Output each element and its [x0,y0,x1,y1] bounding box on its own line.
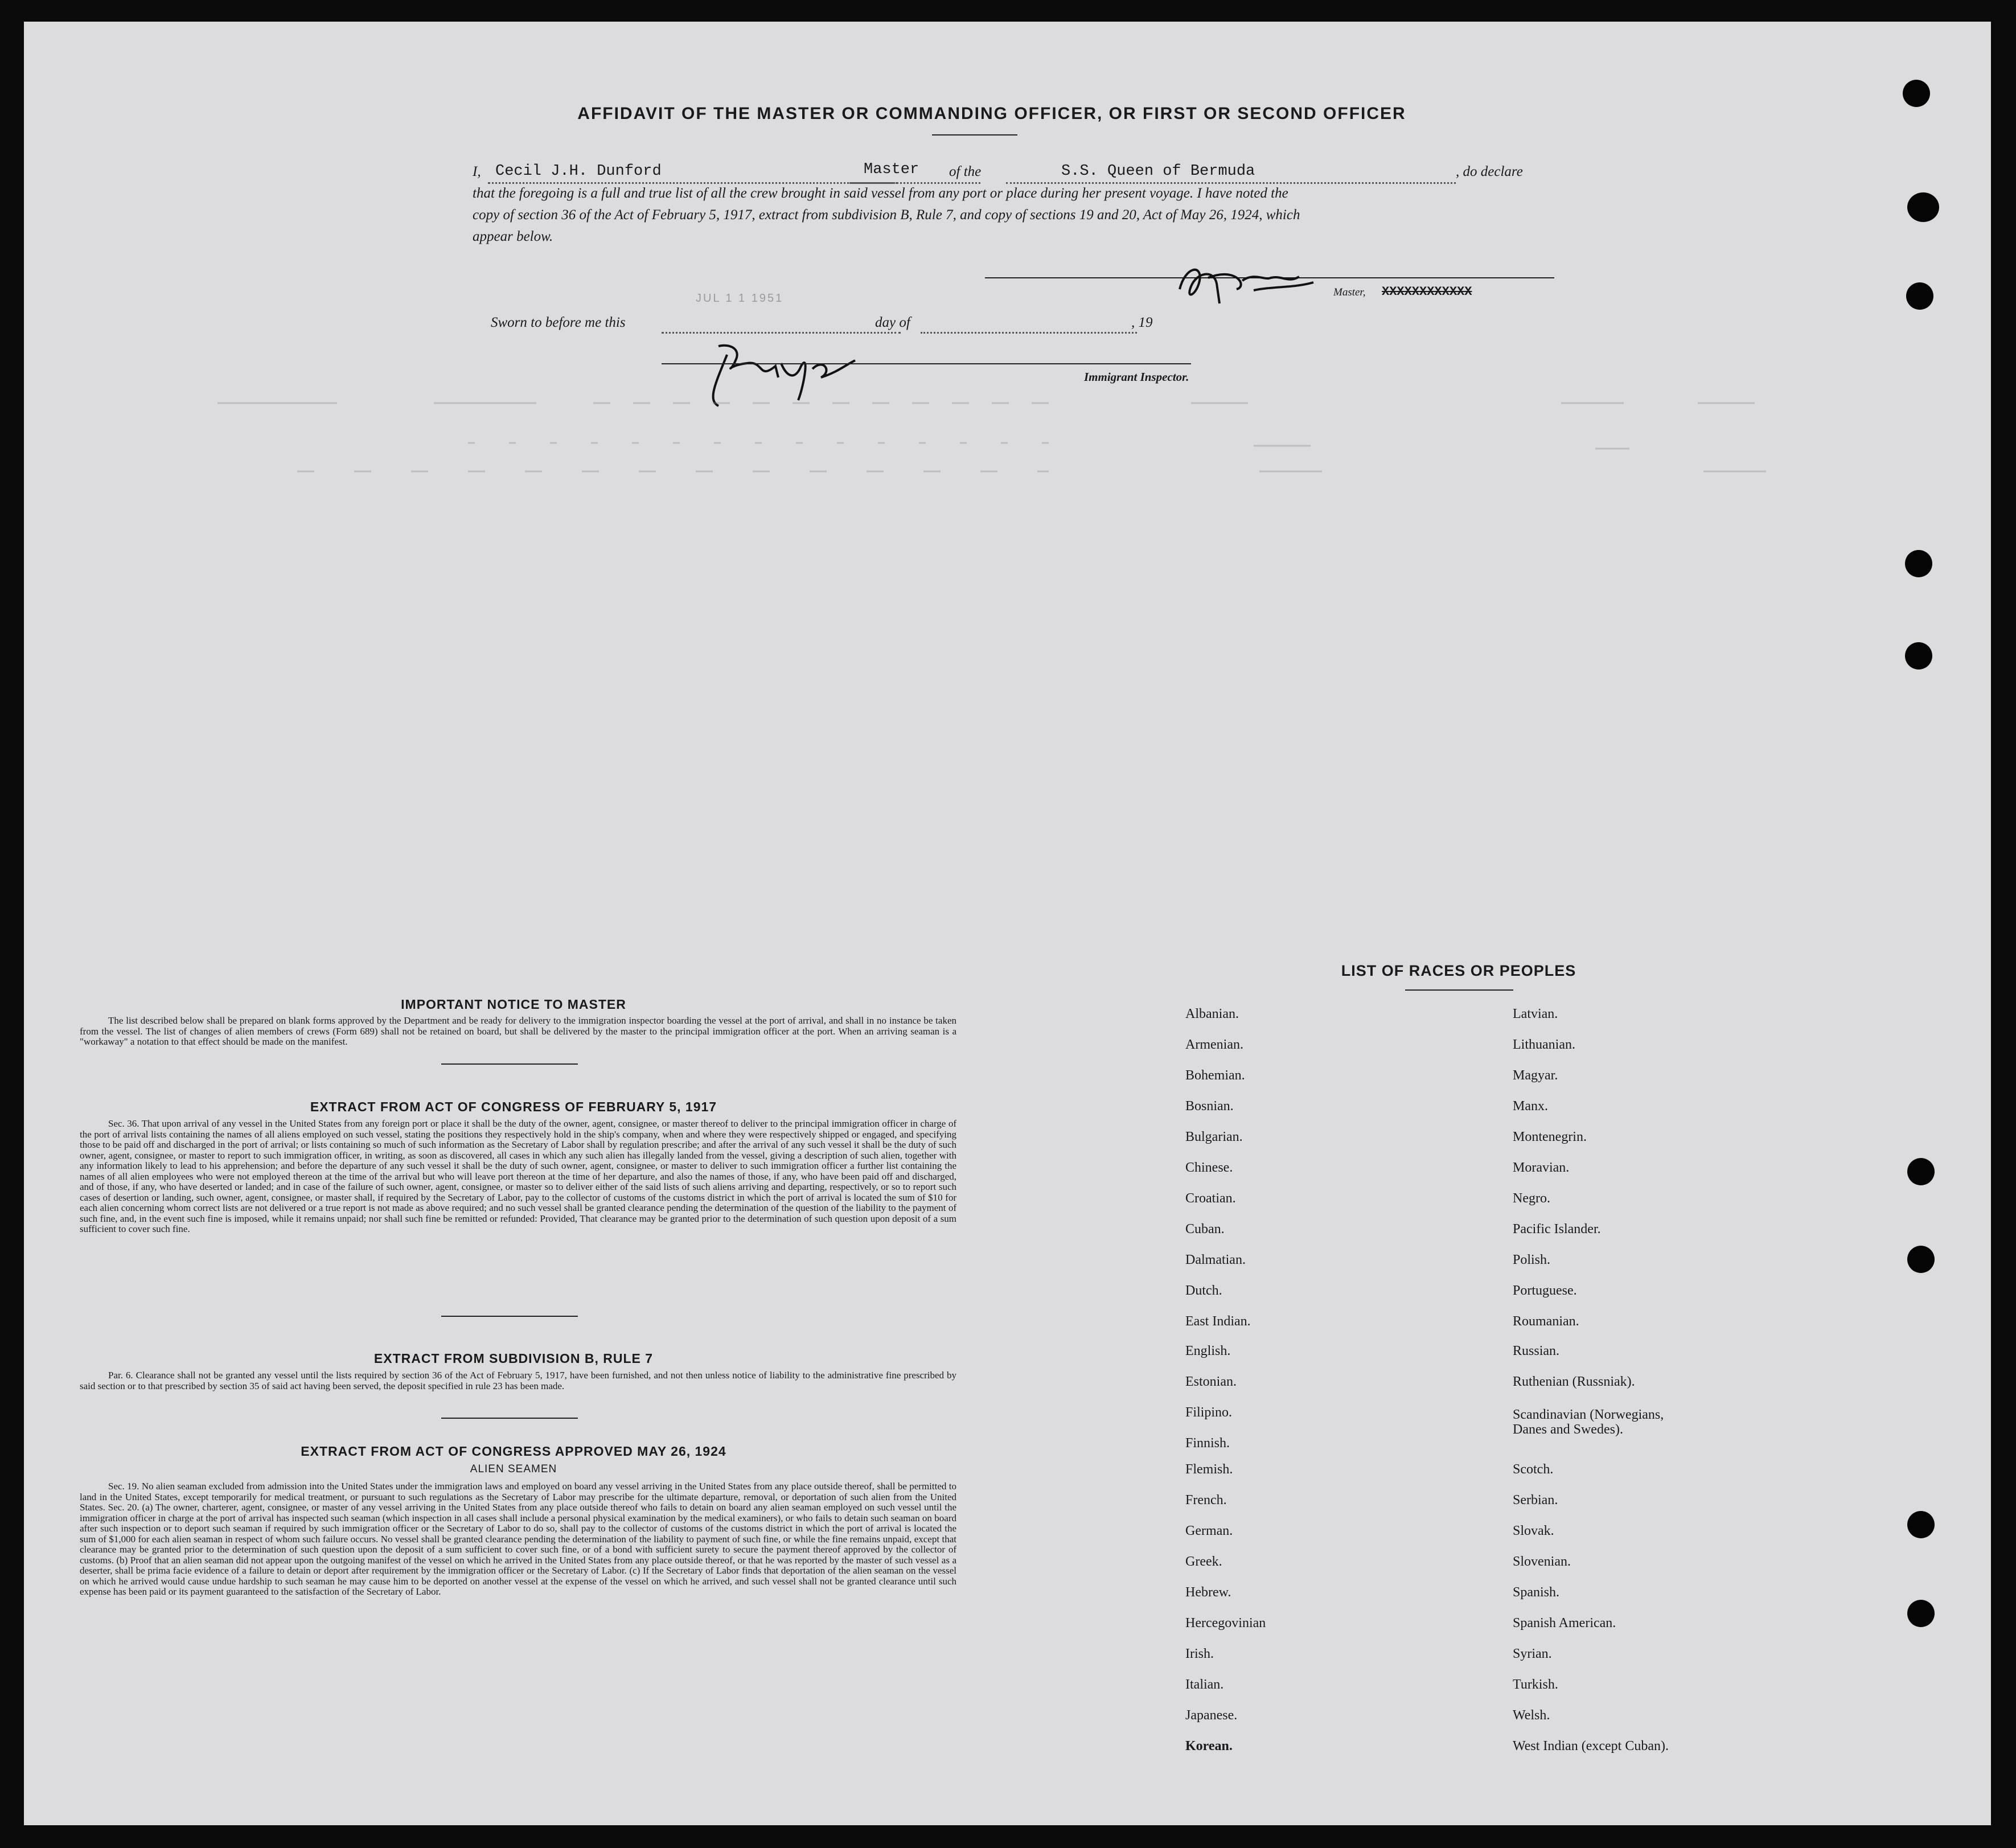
races-divider [1405,989,1513,991]
race-left-23: Italian. [1185,1677,1224,1692]
race-left-4: Bosnian. [1185,1099,1234,1114]
name-line [488,182,898,184]
race-right-7: Negro. [1513,1191,1550,1206]
race-right-18: Slovenian. [1513,1554,1571,1569]
affidavit-body-line-1: that the foregoing is a full and true list of all the crew brought in said vessel from any port or place during her present voyage. I have noted the [473,186,1288,201]
race-right-14: Scandinavian (Norwegians, Danes and Swedes). [1513,1407,1664,1437]
races-title: LIST OF RACES OR PEOPLES [1341,962,1576,979]
race-left-22: Irish. [1185,1646,1214,1661]
bleed-through-marks [195,392,1903,506]
race-right-17: Slovak. [1513,1523,1554,1538]
race-right-19: Spanish. [1513,1585,1560,1600]
rank-line [849,182,980,184]
punch-hole-4 [1905,550,1932,577]
race-left-24: Japanese. [1185,1708,1238,1723]
master-name: Cecil J.H. Dunford [495,163,662,180]
month-line [921,332,1137,334]
race-left-13: Estonian. [1185,1374,1237,1389]
year-prefix: , 19 [1131,315,1153,330]
race-right-1: Latvian. [1513,1007,1558,1021]
notice-divider [441,1063,578,1065]
race-left-19: Greek. [1185,1554,1222,1569]
race-right-8: Pacific Islander. [1513,1222,1601,1237]
race-right-20: Spanish American. [1513,1616,1616,1631]
extract-1924-title: EXTRACT FROM ACT OF CONGRESS APPROVED MAY 26, 1924 [301,1444,726,1459]
race-right-3: Magyar. [1513,1068,1558,1083]
race-left-17: French. [1185,1493,1227,1508]
race-right-10: Portuguese. [1513,1283,1577,1298]
inspector-signature-line [662,363,1191,364]
race-right-24: West Indian (except Cuban). [1513,1739,1669,1753]
vessel-line [1006,182,1456,184]
of-the: of the [949,164,982,179]
race-left-9: Dalmatian. [1185,1252,1246,1267]
race-left-1: Albanian. [1185,1007,1239,1021]
race-left-3: Bohemian. [1185,1068,1245,1083]
race-right-4: Manx. [1513,1099,1548,1114]
race-left-2: Armenian. [1185,1037,1243,1052]
rule7-divider [441,1418,578,1419]
day-of: day of [875,315,910,330]
affidavit-body-line-2: copy of section 36 of the Act of February 5, 1917, extract from subdivision B, Rule 7, and copy of sections 19 and 20, Act of May 26, 1924, which [473,207,1300,223]
race-left-21: Hercegovinian [1185,1616,1266,1631]
notice-title: IMPORTANT NOTICE TO MASTER [401,997,626,1012]
affidavit-title: AFFIDAVIT OF THE MASTER OR COMMANDING OFFICER, OR FIRST OR SECOND OFFICER [577,104,1406,123]
i-prefix: I, [473,164,481,179]
date-stamp: JUL 1 1 1951 [696,292,784,305]
race-right-2: Lithuanian. [1513,1037,1575,1052]
rank: Master [864,161,919,178]
race-left-12: English. [1185,1344,1231,1358]
race-left-6: Chinese. [1185,1160,1233,1175]
race-left-15: Finnish. [1185,1436,1230,1451]
punch-hole-2 [1907,192,1939,222]
race-left-7: Croatian. [1185,1191,1236,1206]
race-left-10: Dutch. [1185,1283,1222,1298]
race-right-16: Serbian. [1513,1493,1558,1508]
rule7-body: Par. 6. Clearance shall not be granted any vessel until the lists required by section 36 of the Act of February 5, 1917, have been furnished, and not then unless notice of liability to the administrative fine prescribed by said section or to that prescribed by section 35 of said act having been served, the deposit specified in rule 23 has been made. [80,1370,956,1391]
race-left-11: East Indian. [1185,1314,1251,1329]
race-right-5: Montenegrin. [1513,1130,1587,1144]
title-divider [932,134,1017,135]
race-right-15: Scotch. [1513,1462,1554,1477]
race-right-11: Roumanian. [1513,1314,1579,1329]
extract-1917-title: EXTRACT FROM ACT OF CONGRESS OF FEBRUARY 5, 1917 [310,1099,717,1114]
vessel-name: S.S. Queen of Bermuda [1061,163,1255,180]
punch-hole-7 [1907,1246,1935,1273]
race-left-5: Bulgarian. [1185,1130,1243,1144]
inspector-caption: Immigrant Inspector. [1084,370,1189,384]
race-right-23: Welsh. [1513,1708,1550,1723]
manifest-page [24,22,1991,1825]
race-right-6: Moravian. [1513,1160,1570,1175]
punch-hole-1 [1903,80,1930,107]
punch-hole-8 [1907,1511,1935,1538]
master-caption: Master, [1333,286,1366,298]
race-left-18: German. [1185,1523,1233,1538]
extract-1917-divider [441,1316,578,1317]
race-left-20: Hebrew. [1185,1585,1231,1600]
extract-1924-subtitle: ALIEN SEAMEN [470,1463,557,1475]
punch-hole-6 [1907,1158,1935,1185]
race-right-9: Polish. [1513,1252,1551,1267]
extract-1924-body: Sec. 19. No alien seaman excluded from admission into the United States under the immigration laws and employed on board any vessel arriving in the United States from any place outside thereof, shall be permitted to land in the United States, except temporarily for medical treatment, or pursuant to such regulations as the Secretary of Labor may prescribe for the ultimate departure, removal, or deportation of such alien from the United States. Sec. 20. (a) The owner, charterer, agent, consignee, or master of any vessel arriving in the United States from any place outside thereof who fails to detain on board any alien seaman employed on such vessel until the immigration officer in charge at the port of arrival has inspected such seaman (which inspection in all cases shall include a personal physical examination by the medical examiners), or who fails to detain such seaman on board after such inspection or to deport such seaman if required by such immigration officer or the Secretary of Labor to do so, shall pay to the collector of customs of the customs district in which the port of arrival is located the sum of $1,000 for each alien seaman in respect of whom such failure occurs. No vessel shall be granted clearance pending the determination of the liability to payment of such fine, or while the fine remains unpaid, except that clearance may be granted prior to the determination of such question upon the deposit of a sum sufficient to cover such fine, or of a bond with sufficient surety to secure the payment thereof approved by the collector of customs. (b) Proof that an alien seaman did not appear upon the outgoing manifest of the vessel on which he arrived in the United States from any place outside thereof, or that he was reported by the master of such vessel as a deserter, shall be prima facie evidence of a failure to detain or deport after requirement by the immigration officer or the Secretary of Labor. (c) If the Secretary of Labor finds that deportation of the alien seaman on the vessel on which he arrived would cause undue hardship to such seaman he may cause him to be deported on another vessel at the expense of the vessel on which he arrived, and such vessel shall not be granted clearance until such expense has been paid or its payment guaranteed to the satisfaction of the Secretary of Labor. [80,1481,956,1597]
race-left-25: Korean. [1185,1739,1233,1753]
race-right-22: Turkish. [1513,1677,1558,1692]
master-signature [1168,255,1322,318]
race-left-16: Flemish. [1185,1462,1233,1477]
race-right-12: Russian. [1513,1344,1560,1358]
punch-hole-3 [1906,282,1933,310]
race-left-8: Cuban. [1185,1222,1225,1237]
do-declare: , do declare [1456,164,1523,179]
struck-title: XXXXXXXXXXXX [1382,285,1472,299]
punch-hole-9 [1907,1600,1935,1627]
notice-body: The list described below shall be prepared on blank forms approved by the Department and be ready for delivery to the immigration inspector boarding the vessel at the port of arrival, and shall in no instance be taken from the vessel. The list of changes of alien members of crews (Form 689) shall not be retained on board, but shall be delivered by the master to the principal immigration officer at the port. When an arriving seaman is a "workaway" a notation to that effect should be made on the manifest. [80,1015,956,1047]
affidavit-body-line-3: appear below. [473,229,553,244]
race-right-21: Syrian. [1513,1646,1552,1661]
punch-hole-5 [1905,642,1932,670]
race-left-14: Filipino. [1185,1405,1233,1420]
extract-1917-body: Sec. 36. That upon arrival of any vessel in the United States from any foreign port or place it shall be the duty of the owner, agent, consignee, or master thereof to deliver to the principal immigration officer in charge of the port of arrival lists containing the names of all aliens employed on such vessel, stating the positions they respectively hold in the ship's company, when and where they were respectively shipped or engaged, and specifying those to be paid off and discharged in the port of arrival; or lists containing so much of such information as the Secretary of Labor shall by regulation prescribe; and after the arrival of any such vessel it shall be the duty of such owner, agent, consignee, or master to report to such immigration officer, in writing, as soon as discovered, all cases in which any such alien has illegally landed from the vessel, giving a description of such alien, together with any information likely to lead to his apprehension; and before the departure of any such vessel it shall be the duty of such owner, agent, consignee, or master to deliver to such immigration officer a further list containing the names of all alien employees who were not employed thereon at the time of the arrival but who will leave port thereon at the time of her departure, and also the names of those, if any, who have been paid off and discharged, and of those, if any, who have deserted or landed; and in case of the failure of such owner, agent, consignee, or master so to deliver either of the said lists of such aliens arriving and departing, respectively, or so to report such cases of desertion or landing, such owner, agent, consignee, or master shall, if required by the Secretary of Labor, pay to the collector of customs of the customs district in which the port of arrival is located the sum of $10 for each alien concerning whom correct lists are not delivered or a true report is not made as above required; and no such vessel shall be granted clearance pending the determination of the question of the liability to the payment of such fine, and, in the event such fine is imposed, while it remains unpaid; nor shall such fine be remitted or refunded: Provided, That clearance may be granted prior to the determination of such question upon deposit of a sum sufficient to cover such fine. [80,1118,956,1234]
sworn-label: Sworn to before me this [491,315,626,330]
rule7-title: EXTRACT FROM SUBDIVISION B, RULE 7 [373,1351,654,1366]
race-right-13: Ruthenian (Russniak). [1513,1374,1635,1389]
